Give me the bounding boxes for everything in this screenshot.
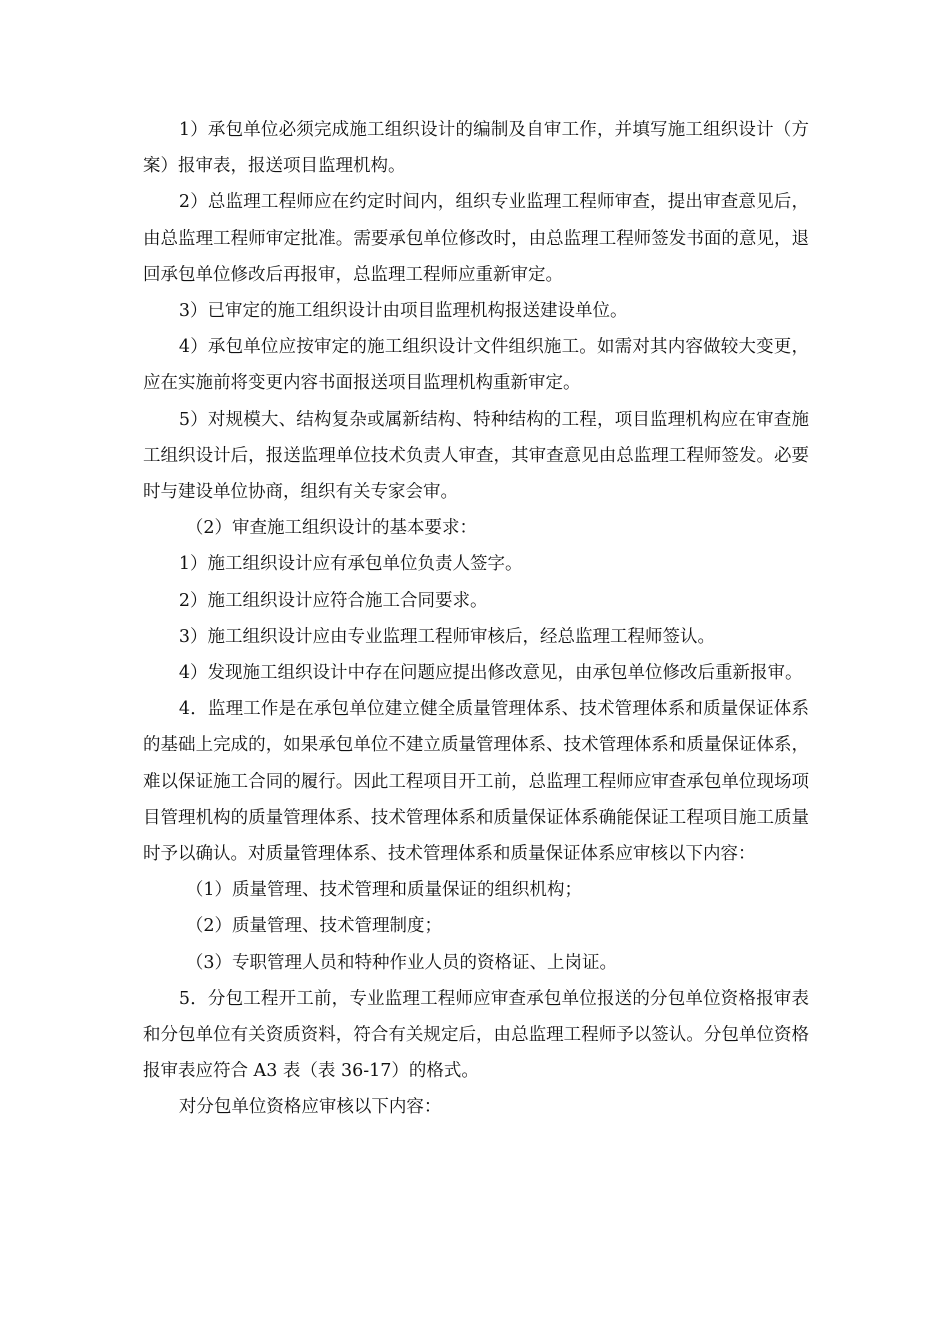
paragraph-step-5: 5）对规模大、结构复杂或属新结构、特种结构的工程，项目监理机构应在审查施工组织设计后，报送监理单位技术负责人审查，其审查意见由总监理工程师签发。必要时与建设单位协商，组织有关专家会审。 — [143, 409, 809, 503]
paragraph-step-4: 4）承包单位应按审定的施工组织设计文件组织施工。如需对其内容做较大变更，应在实施前将变更内容书面报送项目监理机构重新审定。 — [143, 337, 809, 394]
requirement-item-2: 2）施工组织设计应符合施工合同要求。 — [178, 590, 488, 611]
document-body — [143, 112, 809, 1126]
paragraph-step-1: 1）承包单位必须完成施工组织设计的编制及自审工作，并填写施工组织设计（方案）报审表，报送项目监理机构。 — [143, 120, 809, 177]
paragraph-step-2: 2）总监理工程师应在约定时间内，组织专业监理工程师审查，提出审查意见后，由总监理工程师审定批准。需要承包单位修改时，由总监理工程师签发书面的意见，退回承包单位修改后再报审，总监理工程师应重新审定。 — [143, 192, 809, 285]
list-item-certificates: （3）专职管理人员和特种作业人员的资格证、上岗证。 — [185, 952, 618, 973]
section-heading-basic-requirements: （2）审查施工组织设计的基本要求： — [185, 518, 478, 539]
paragraph-step-3: 3）已审定的施工组织设计由项目监理机构报送建设单位。 — [178, 301, 628, 322]
requirement-item-3: 3）施工组织设计应由专业监理工程师审核后，经总监理工程师签认。 — [178, 626, 716, 647]
requirement-item-4: 4）发现施工组织设计中存在问题应提出修改意见，由承包单位修改后重新报审。 — [178, 663, 803, 684]
requirement-item-1: 1）施工组织设计应有承包单位负责人签字。 — [178, 554, 523, 575]
paragraph-subcontract: 5．分包工程开工前，专业监理工程师应审查承包单位报送的分包单位资格报审表和分包单位有关资质资料，符合有关规定后，由总监理工程师予以签认。分包单位资格报审表应符合 A3 表（表 36-17）的格式。 — [143, 988, 809, 1082]
list-item-organization: （1）质量管理、技术管理和质量保证的组织机构； — [185, 880, 583, 901]
paragraph-quality-system: 4．监理工作是在承包单位建立健全质量管理体系、技术管理体系和质量保证体系的基础上完成的，如果承包单位不建立质量管理体系、技术管理体系和质量保证体系，难以保证施工合同的履行。因此工程项目开工前，总监理工程师应审查承包单位现场项目管理机构的质量管理体系、技术管理体系和质量保证体系确能保证工程项目施工质量时予以确认。对质量管理体系、技术管理体系和质量保证体系应审核以下内容： — [143, 699, 809, 865]
list-item-management-system: （2）质量管理、技术管理制度； — [185, 916, 443, 937]
paragraph-subcontract-review: 对分包单位资格应审核以下内容： — [178, 1097, 442, 1118]
